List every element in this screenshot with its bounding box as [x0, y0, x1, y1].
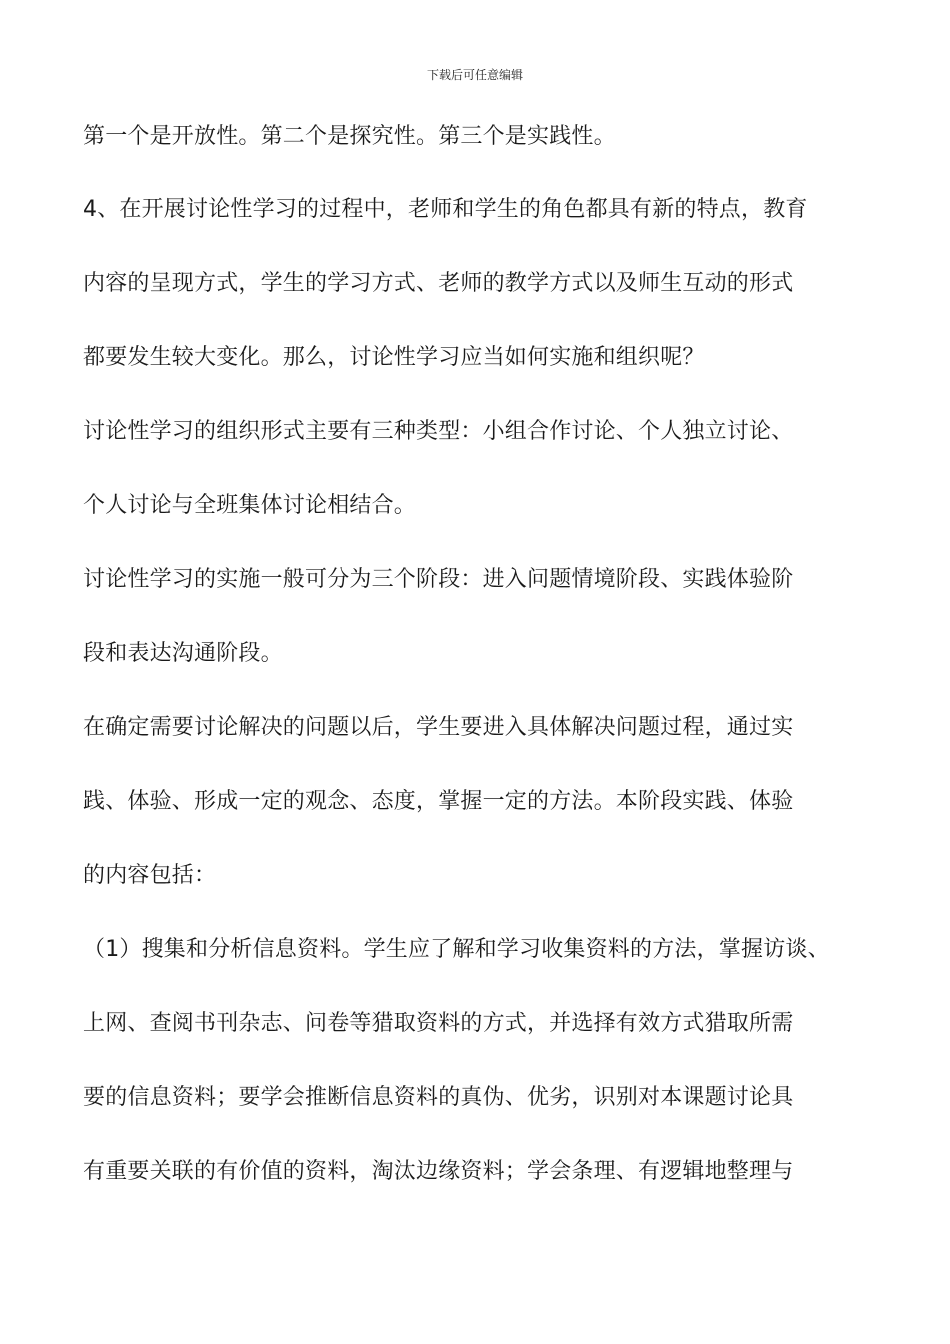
text-line: 有重要关联的有价值的资料，淘汰边缘资料；学会条理、有逻辑地整理与: [83, 1159, 794, 1184]
page-header: 下载后可任意编辑: [426, 68, 523, 82]
text-line: 段和表达沟通阶段。: [83, 641, 283, 666]
text-line: （1）搜集和分析信息资料。学生应了解和学习收集资料的方法，掌握访谈、: [83, 937, 830, 962]
text-line: 讨论性学习的组织形式主要有三种类型：小组合作讨论、个人独立讨论、: [83, 419, 794, 444]
text-line: 第一个是开放性。第二个是探究性。第三个是实践性。: [83, 124, 616, 149]
text-line: 内容的呈现方式，学生的学习方式、老师的教学方式以及师生互动的形式: [83, 271, 794, 296]
text-line: 4、在开展讨论性学习的过程中，老师和学生的角色都具有新的特点，教育: [83, 197, 808, 222]
text-line: 要的信息资料；要学会推断信息资料的真伪、优劣，识别对本课题讨论具: [83, 1085, 794, 1110]
text-line: 上网、查阅书刊杂志、问卷等猎取资料的方式，并选择有效方式猎取所需: [83, 1011, 794, 1036]
text-line: 践、体验、形成一定的观念、态度，掌握一定的方法。本阶段实践、体验: [83, 789, 794, 814]
text-line: 的内容包括：: [83, 863, 217, 888]
text-line: 个人讨论与全班集体讨论相结合。: [83, 493, 417, 518]
text-line: 讨论性学习的实施一般可分为三个阶段：进入问题情境阶段、实践体验阶: [83, 567, 794, 592]
text-line: 都要发生较大变化。那么，讨论性学习应当如何实施和组织呢？: [83, 345, 705, 370]
text-line: 在确定需要讨论解决的问题以后，学生要进入具体解决问题过程，通过实: [83, 715, 794, 740]
